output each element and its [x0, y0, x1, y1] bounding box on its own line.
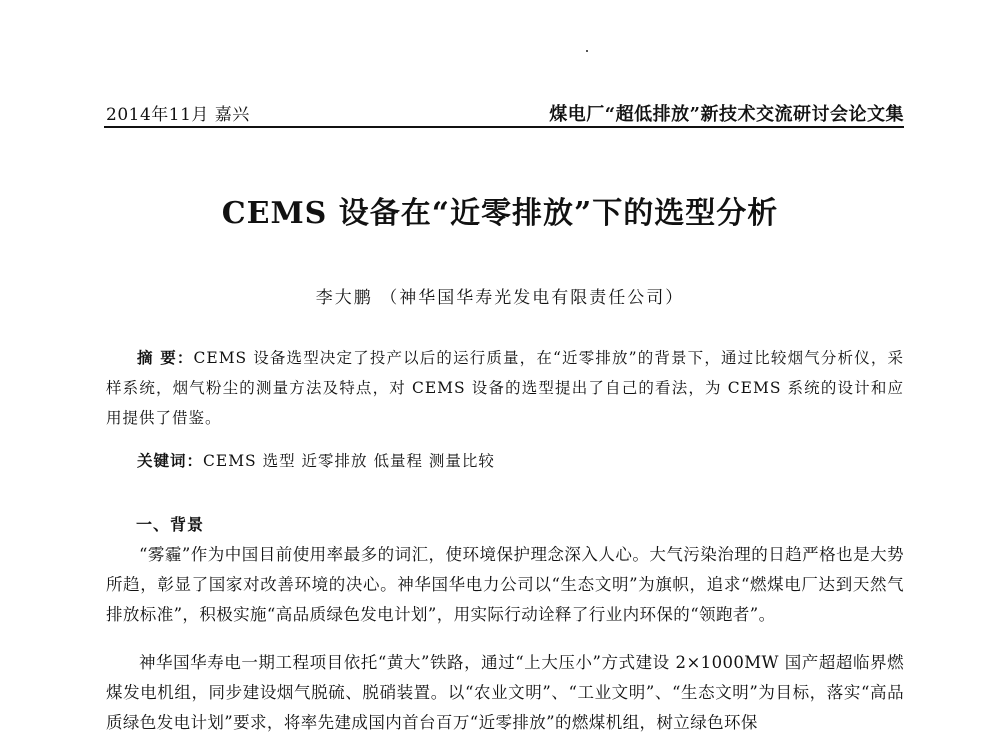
abstract-label: 摘 要： [137, 348, 194, 367]
body-paragraph: 神华国华寿电一期工程项目依托“黄大”铁路，通过“上大压小”方式建设 2×1000MW 国产超超临界燃煤发电机组，同步建设烟气脱硫、脱硝装置。以“农业文明”、“工业文明”、“生态文明”为目标，落实“高品质绿色发电计划”要求，将率先建成国内首台百万“近零排放”的燃煤机组，树立绿色环保 [106, 653, 904, 732]
scan-speck [586, 50, 588, 52]
header-rule [104, 126, 904, 128]
section-heading: 一、背景 [136, 515, 205, 534]
paper-title: CEMS 设备在“近零排放”下的选型分析 [221, 196, 779, 231]
keywords-text: CEMS 选型 近零排放 低量程 测量比较 [203, 452, 495, 470]
header-date-location: 2014年11月 嘉兴 [106, 105, 250, 125]
keywords-label: 关键词： [137, 451, 204, 470]
abstract-text: CEMS 设备选型决定了投产以后的运行质量，在“近零排放”的背景下，通过比较烟气分析仪，采样系统，烟气粉尘的测量方法及特点，对 CEMS 设备的选型提出了自己的看法，为 CEMS 系统的设计和应用提供了借鉴。 [106, 349, 904, 427]
abstract [106, 343, 904, 433]
header-proceedings-title: 煤电厂“超低排放”新技术交流研讨会论文集 [549, 104, 904, 125]
body-paragraph: “雾霾”作为中国目前使用率最多的词汇，使环境保护理念深入人心。大气污染治理的日趋严格也是大势所趋，彰显了国家对改善环境的决心。神华国华电力公司以“生态文明”为旗帜，追求“燃煤电厂达到天然气排放标准”，积极实施“高品质绿色发电计划”，用实际行动诠释了行业内环保的“领跑者”。 [106, 545, 904, 624]
running-header [106, 100, 904, 126]
author-affiliation: 李大鹏 （神华国华寿光发电有限责任公司） [315, 288, 685, 308]
keywords [106, 446, 904, 476]
